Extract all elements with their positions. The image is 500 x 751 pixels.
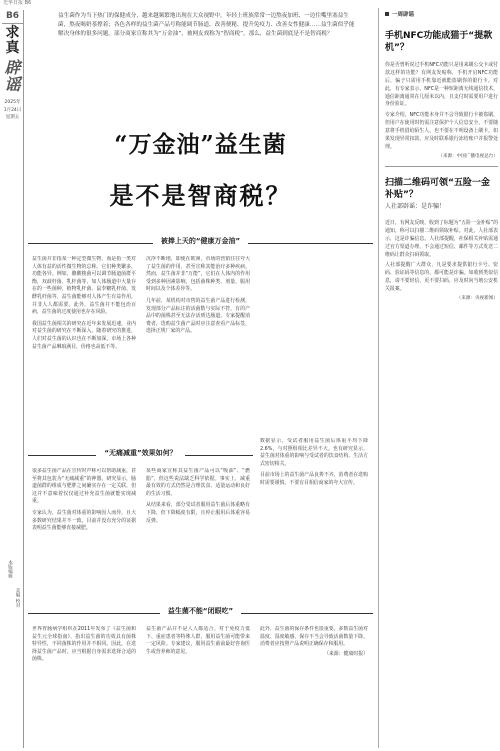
tag-square-icon — [385, 12, 389, 16]
right-text-1b: 专家介绍，NFC功能本身并不会导致银行卡被盗刷，但用户在使用时仍需注意保护个人信息安全，不要随意将手机借给陌生人，也不要在不明设备上刷卡。如果发现异常扣款，应及时联系银行冻结账户并报警处理。 — [385, 112, 498, 150]
headline-line-1: “万金油”益生菌 — [114, 131, 287, 158]
date-year: 2025年 — [4, 100, 21, 106]
section1-col2-para1: 沉浮不断地，即使在欧洲，市场的营销往往夸大了益生菌的作用，甚至宣称其能治疗多种疾病。然而，益生菌并非“万能”，它们在人体内的作用受到多种因素影响，包括菌株种类、剂量、服用时间以及个体差异等。 — [146, 256, 250, 293]
section2-column3 — [260, 438, 368, 598]
section3-col1-para: 世界胃肠病学组织在2011年发布了《益生菌和益生元全球指南》，指出益生菌的功效具有菌株特异性，不同菌株的作用并不相同。因此，在选择益生菌产品时，应当根据自身需求选择合适的菌株。 — [32, 626, 136, 663]
right-headline-1: 手机NFC功能成猫于“提款机”？ — [385, 30, 493, 54]
subheading-2-text: “无痛减重”效果如何？ — [96, 449, 184, 457]
masthead: 光华日报 B6 — [3, 0, 32, 6]
section1-col1-para1: 益生菌并非指某一种定型微生物，而是指一类对人体有益的活性微生物的总称。它们种类繁多，功能各异。例如，酪酸梭菌可以调节肠道菌群平衡，双歧杆菌、乳杆菌等，如人体肠道中大量存在的一些菌种，植物乳杆菌、鼠李糖乳杆菌、发酵乳杆菌等，益生菌能够对人体产生有益作用，并非人人都需要。此外，益生菌并不能包治百病，益生菌的过度使用也存在风险。 — [32, 256, 136, 316]
section-tag: 一周辟谣 — [385, 12, 498, 20]
subheading-3 — [28, 606, 373, 620]
section1-col1-para2: 我国益生菌相关的研究在近年来发展迅速，业内对益生菌的研究在不断深入，随着研究的推进，人们对益生菌的认识也在不断加深。市场上各种益生菌产品琳琅满目，价格也高低不等。 — [32, 320, 136, 350]
column-name-2: 辟谣 — [4, 57, 21, 95]
section2-col2-para2: 从结果来看，部分受试者服用益生菌后体重略有下降，但下降幅度有限，且停止服用后体重容易反弹。 — [146, 502, 250, 524]
article-source: （来源：健康时报） — [323, 650, 368, 657]
section2-col1-para1: 很多益生菌产品在宣传时声称可以帮助减重，甚至将其包装为“无痛减重”的神器。研究显示，肠道菌群的组成与肥胖之间确实存在一定关联，但这并不意味着仅仅通过补充益生菌就能实现减重。 — [32, 468, 136, 505]
right-text-2b: 人社部提醒广大群众，凡是要求提供银行卡号、密码、验证码等信息的，都可能是诈骗。如收到类似信息，请不要轻信，更不要扫码，应及时向当地公安机关报案。 — [385, 262, 498, 292]
editor-label: 本版编辑 — [7, 560, 13, 578]
page-number: B6 — [2, 10, 23, 24]
right-source-1: （来源：中国广播电视总台） — [438, 153, 498, 159]
section1-column2 — [146, 256, 250, 436]
editor-info: 美编 校对 — [15, 588, 20, 608]
subheading-1-text: 被捧上天的“健康万金油” — [153, 237, 248, 245]
headline — [28, 128, 373, 214]
section3-col2-para: 益生菌产品并不是人人都适合。对于免疫力低下、重症患者等特殊人群，服用益生菌可能带来一定风险。专家建议，服用益生菌前最好咨询医生或营养师的意见。 — [146, 626, 250, 655]
section2-column2 — [146, 468, 250, 598]
right-headline-2: 扫描二维码可领“五险一金补贴”？ — [385, 178, 490, 201]
main-article — [28, 8, 373, 748]
section2-col3-para1: 数据显示，受试者服用益生菌后体重平均下降2.6%，与对照组相比差异不大。也有研究显示，益生菌对体重的影响与受试者的饮食结构、生活方式密切相关。 — [260, 438, 368, 467]
right-text-2: 近日，有网友反映，收到了标题为“五险一金补贴”的通知，称可以扫描二维码领取补贴。对此，人社部表示，这是诈骗信息。人社部提醒，社保相关补贴需通过官方渠道办理，不会通过短信、邮件等方式发送二维码让群众扫码领取。 — [385, 220, 498, 258]
section3-column1 — [32, 626, 136, 746]
subheading-3-text: 益生菌不能“闭眼吃” — [160, 607, 241, 615]
section3-col3-para: 此外，益生菌的保存条件也很重要。多数益生菌对温度、湿度敏感，保存不当会导致活菌数量下降。消费者应按照产品说明正确保存和服用。 — [260, 626, 368, 648]
section2-col1-para2: 专家认为，益生菌对体重的影响因人而异，且大多数研究结果并不一致。目前并没有充分的证据表明益生菌能够直接减肥。 — [32, 509, 136, 532]
subheading-2 — [28, 448, 253, 462]
right-divider — [385, 166, 498, 167]
section2-column1 — [32, 468, 136, 598]
right-source-2: （来源：央视新闻） — [456, 295, 498, 301]
subheading-1 — [28, 236, 373, 250]
section1-col2-para2: 几年前，某机构对市售的益生菌产品进行检测，发现部分产品标注的活菌数与实际不符，有的产品中的菌株甚至无法存活到达肠道。专家提醒消费者，选购益生菌产品时应注意查看产品标签，选择正规厂家的产品。 — [146, 297, 250, 335]
section1-column1 — [32, 256, 136, 436]
right-subhead-2: 人社部辟谣：是诈骗！ — [385, 203, 446, 211]
sidebar — [2, 10, 24, 748]
section3-column3 — [260, 626, 368, 746]
column-name-1: 求真 — [5, 25, 20, 57]
lead-paragraph: 益生菌作为当下热门的保健成分，越来越频繁地出现在大众视野中。年轻上班族常常一边熬夜加班、一边往嘴里塞益生菌，熬夜喝奶茶撑着；各色各样的益生菌产品号称能调节肠道、改善便秘、提升免疫力、改善女性健康……益生菌似乎能解决身体的很多问题。部分商家宣称其为“万金油”，被网友戏称为“智商税”。那么，益生菌到底是不是智商税？ — [58, 13, 355, 37]
right-column — [378, 8, 498, 748]
date-day: 1月24日 — [3, 107, 22, 113]
section3-column2 — [146, 626, 250, 746]
date-weekday: 星期五 — [5, 115, 20, 121]
section2-col3-para2: 目前市场上的益生菌产品良莠不齐，消费者在选购时需要谨慎，不要盲目相信商家的夸大宣传。 — [260, 472, 368, 486]
right-text-1: 你是否曾听说过手机NFC功能只是用来刷公交卡或付款这样的功能？有网友发帖称，手机开启NFC功能后，骗子只需用手机靠近就能盗刷你的银行卡。对此，有专家表示，NFC是一种短距离无线通信技术，通信距离通常在几厘米以内，且支付时需要用户进行身份验证。 — [385, 62, 498, 108]
headline-line-2: 是不是智商税？ — [109, 181, 292, 211]
section2-col2-para1: 某些商家宣称其益生菌产品可以“吸油”、“燃脂”，但这些说法缺乏科学依据。事实上，减重最有效的方式仍然是合理饮食、适量运动和良好的生活习惯。 — [146, 468, 250, 497]
